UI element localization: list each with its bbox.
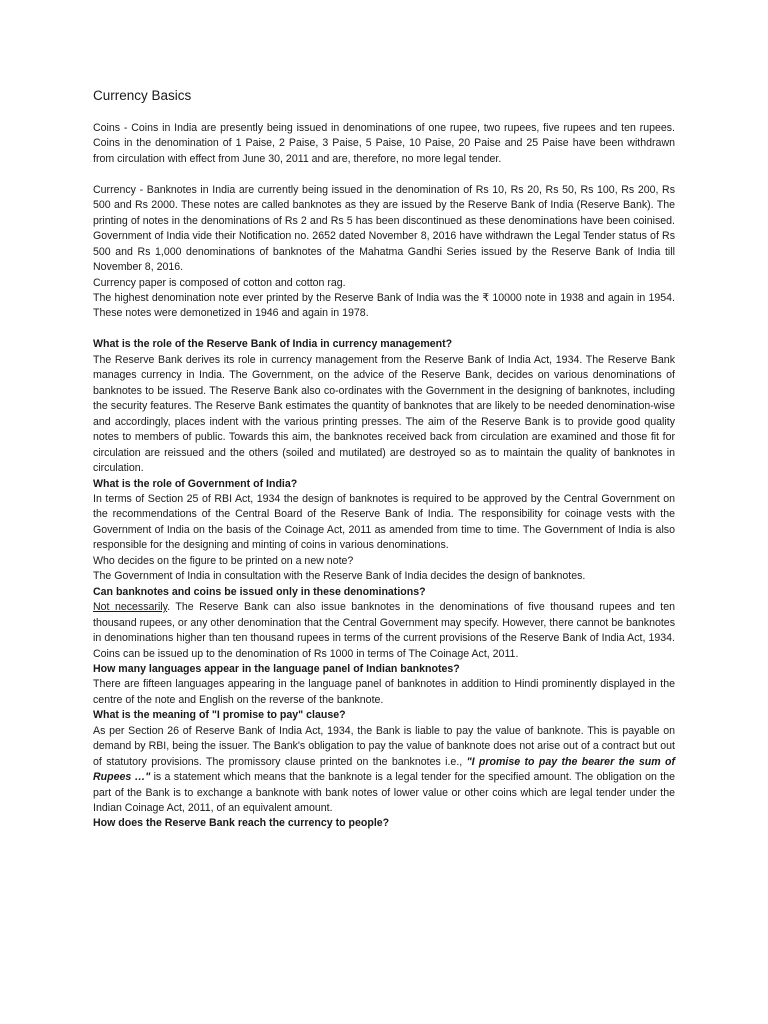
answer-rbi-role: The Reserve Bank derives its role in currency management from the Reserve Bank of India Act, 1934. The Reserve Bank manages currency in India. The Government, on the advice of the Reserve Bank, decides on various denominations of banknotes to be issued. The Reserve Bank also co-ordinates with the Government in the designing of banknotes, including the security features. The Reserve Bank estimates the quantity of banknotes that are likely to be needed denomination-wise and accordingly, places indent with the various printing presses. The aim of the Reserve Bank is to provide good quality notes to members of public. Towards this aim, the banknotes received back from circulation are examined and those fit for circulation are reissued and the others (soiled and mutilated) are destroyed so as to maintain the quality of banknotes in circulation. xyxy=(93,353,675,475)
answer-promise-clause xyxy=(93,724,675,817)
answer-denominations-text: . The Reserve Bank can also issue banknotes in the denominations of five thousand rupees and ten thousand rupees, or any other denomination that the Central Government may specify. However, there cannot be banknotes in denominations higher than ten thousand rupees in terms of the current provisions of the Reserve Bank of India Act, 1934. Coins can be issued up to the denomination of Rs 1000 in terms of The Coinage Act, 2011. xyxy=(93,601,675,660)
answer-promise-clause-a: As per Section 26 of Reserve Bank of India Act, 1934, the Bank is liable to pay the value of banknote. This is payable on demand by RBI, being the issuer. The Bank's obligation to pay the value of banknote does not arise out of a contract but out of statutory provisions. The promissory clause printed on the banknotes i.e., xyxy=(93,724,675,768)
question-figure-on-note: Who decides on the figure to be printed on a new note? xyxy=(93,554,354,567)
currency-label: Currency - xyxy=(93,183,147,196)
question-currency-distribution: How does the Reserve Bank reach the currency to people? xyxy=(93,817,390,830)
currency-text: Banknotes in India are currently being issued in the denomination of Rs 10, Rs 20, Rs 50, Rs 100, Rs 200, Rs 500 and Rs 2000. These notes are called banknotes as they are issued by the Reserve Bank of India (Reserve Bank). The printing of notes in the denominations of Rs 2 and Rs 5 has been discontinued as these denominations have been coinised. Government of India vide their Notification no. 2652 dated November 8, 2016 have withdrawn the Legal Tender status of Rs 500 and Rs 1,000 denominations of banknotes of the Mahatma Gandhi Series issued by the Reserve Bank of India till November 8, 2016. xyxy=(93,183,675,274)
question-promise-clause: What is the meaning of "I promise to pay" clause? xyxy=(93,709,346,722)
answer-promise-clause-b: is a statement which means that the banknote is a legal tender for the specified amount. The obligation on the part of the Bank is to exchange a banknote with bank notes of lower value or other coins which are legal tender under the Indian Coinage Act, 2011, of an equivalent amount. xyxy=(93,771,676,815)
coins-paragraph xyxy=(93,121,675,167)
coins-label: Coins - xyxy=(93,122,132,134)
question-government-role: What is the role of Government of India? xyxy=(93,477,298,490)
question-languages: How many languages appear in the language panel of Indian banknotes? xyxy=(93,662,460,675)
document-body xyxy=(93,121,675,832)
answer-languages: There are fifteen languages appearing in the language panel of banknotes in addition to Hindi prominently displayed in the centre of the note and English on the reverse of the banknote. xyxy=(93,678,675,706)
currency-paper-text: Currency paper is composed of cotton and cotton rag. xyxy=(93,276,346,289)
not-necessarily-text: Not necessarily xyxy=(93,601,168,614)
question-denominations: Can banknotes and coins be issued only in these denominations? xyxy=(93,585,426,598)
answer-figure-on-note: The Government of India in consultation with the Reserve Bank of India decides the design of banknotes. xyxy=(93,570,586,583)
promise-quote: "I promise to pay the bearer the sum of Rupees …" xyxy=(93,755,675,784)
answer-government-role: In terms of Section 25 of RBI Act, 1934 the design of banknotes is required to be approved by the Central Government on the recommendations of the Central Board of the Reserve Bank of India. The responsibility for coinage vests with the Government of India on the basis of the Coinage Act, 2011 as amended from time to time. The Government of India is also responsible for the designing and minting of coins in various denominations. xyxy=(93,492,675,552)
spacer xyxy=(93,167,675,183)
spacer xyxy=(93,322,675,338)
highest-denomination-text: The highest denomination note ever printed by the Reserve Bank of India was the ₹ 10000 note in 1938 and again in 1954. These notes were demonetized in 1946 and again in 1978. xyxy=(93,292,675,320)
answer-denominations xyxy=(93,600,675,662)
currency-paragraph xyxy=(93,183,675,276)
coins-text: Coins in India are presently being issued in denominations of one rupee, two rupees, five rupees and ten rupees. Coins in the denomination of 1 Paise, 2 Paise, 3 Paise, 5 Paise, 10 Paise, 20 Paise and 25 Paise have been withdrawn from circulation with effect from June 30, 2011 and are, therefore, no more legal tender. xyxy=(93,122,675,165)
question-rbi-role: What is the role of the Reserve Bank of India in currency management? xyxy=(93,338,453,351)
page-title: Currency Basics xyxy=(93,88,192,103)
